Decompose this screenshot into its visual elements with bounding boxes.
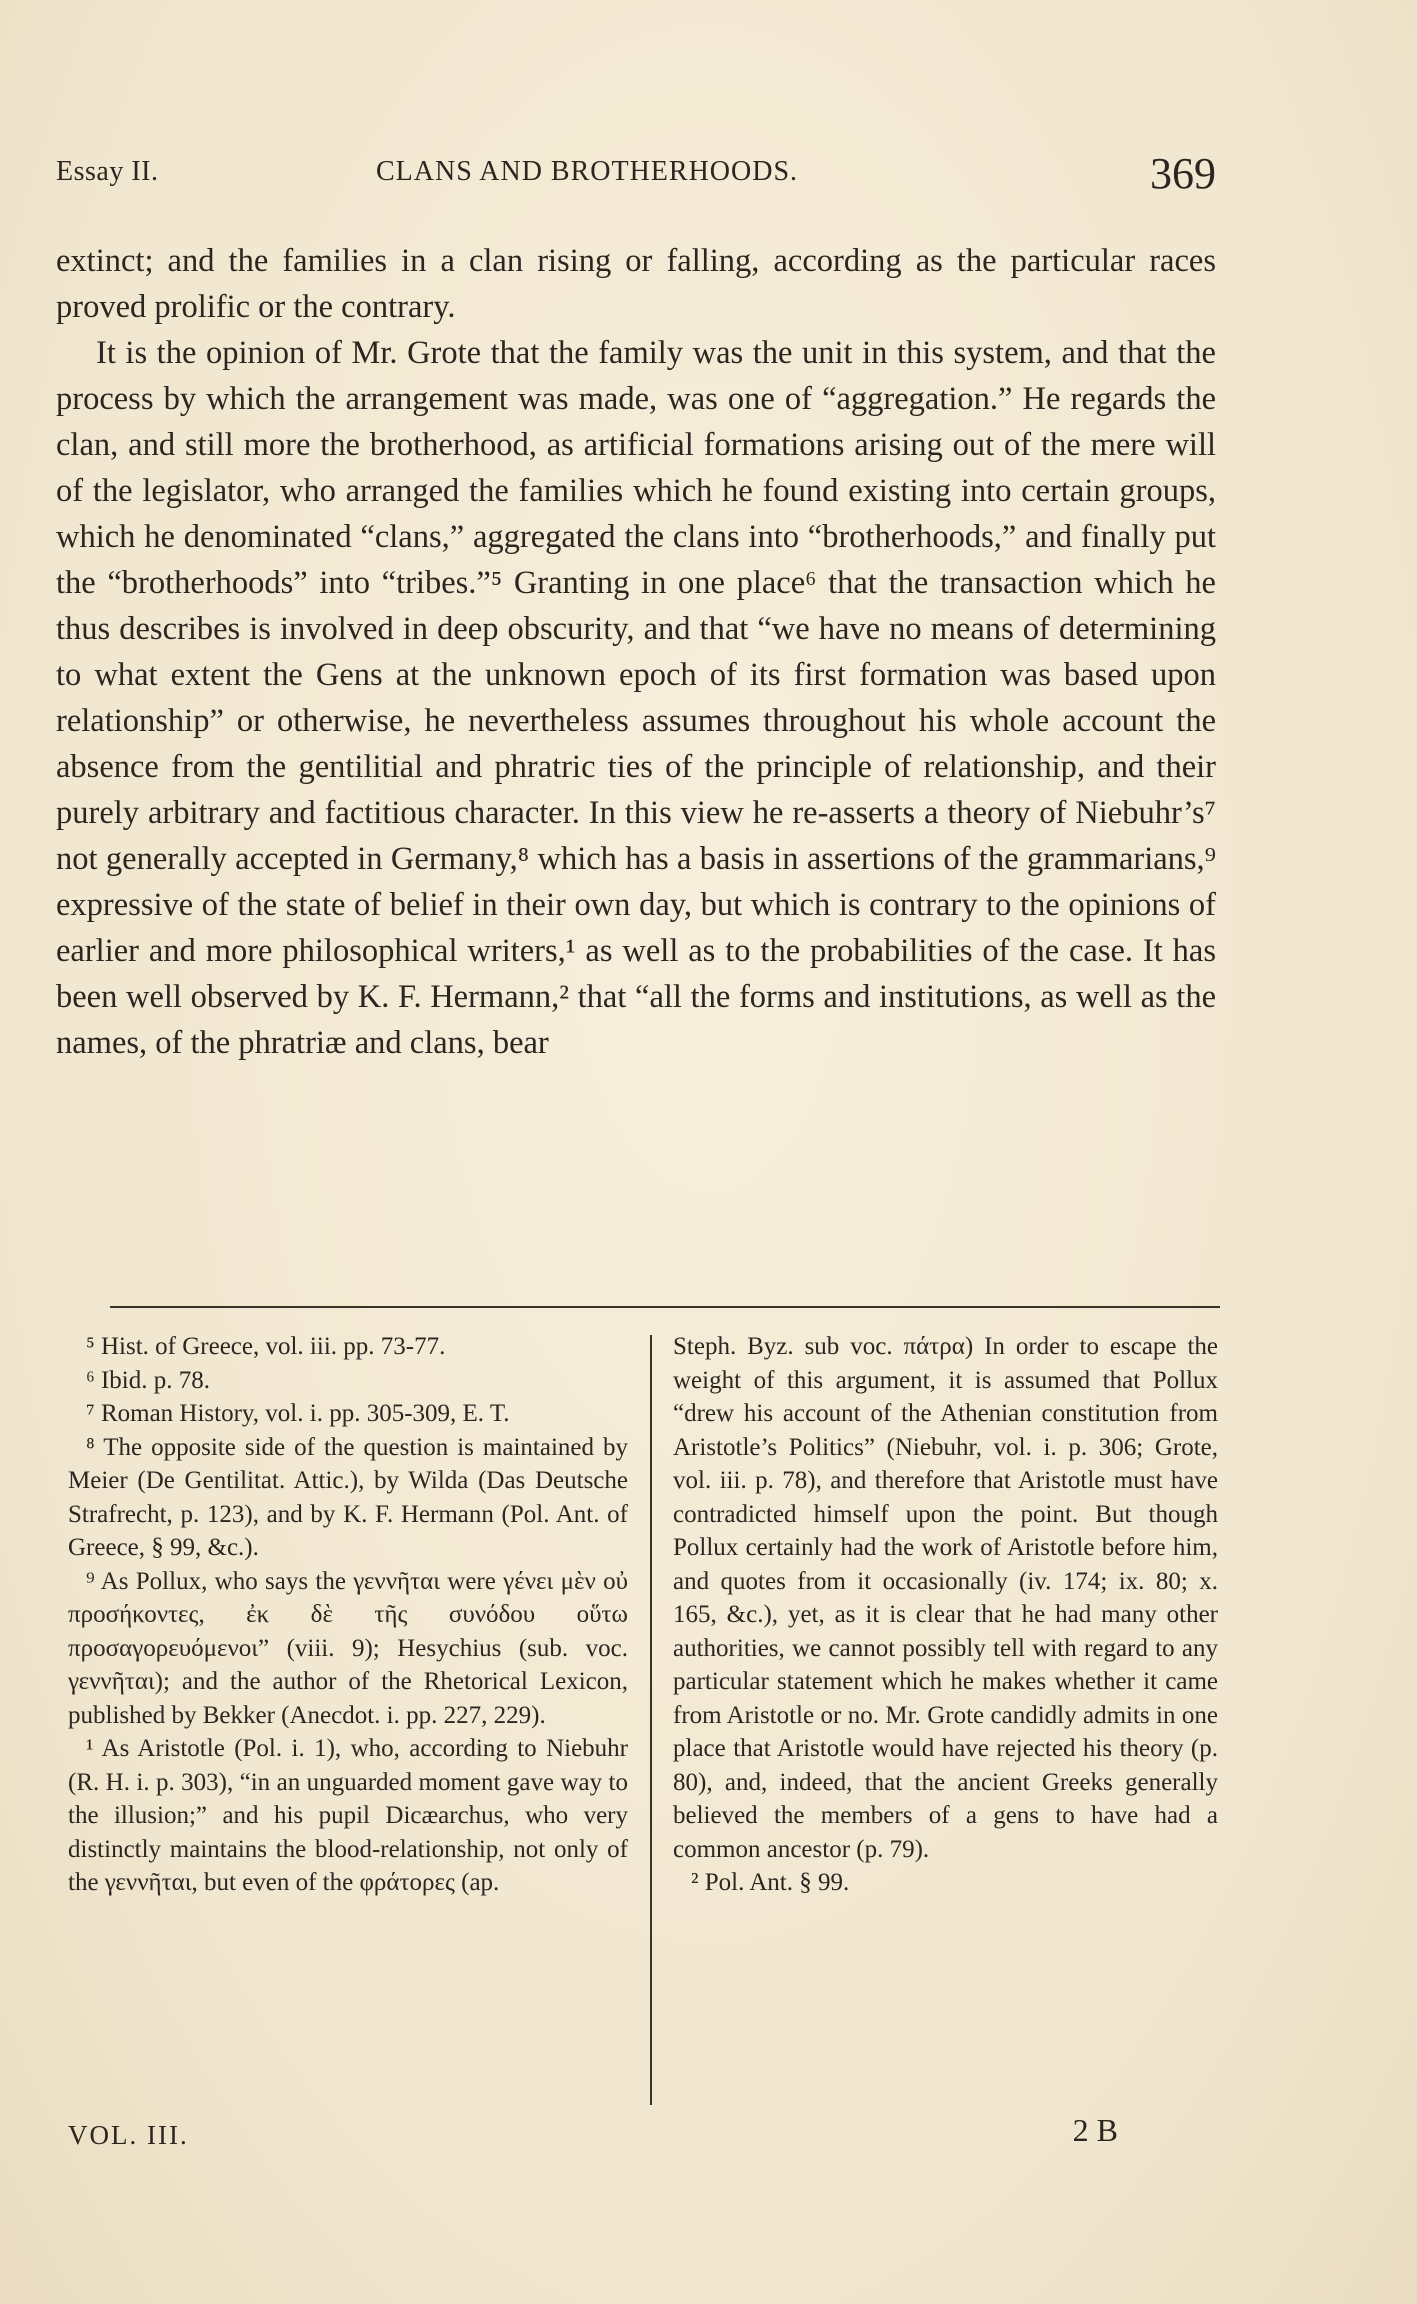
footnotes-right-column <box>673 1330 1218 1900</box>
paragraph-continued: extinct; and the families in a clan rising or falling, according as the particular races proved prolific or the contrary. <box>56 243 1216 325</box>
essay-label: Essay II. <box>56 156 159 187</box>
footnotes <box>68 1330 1218 2100</box>
signature-mark: 2 B <box>1072 2112 1118 2148</box>
page-footer <box>68 2112 1118 2160</box>
footnote-1: ¹ As Aristotle (Pol. i. 1), who, according to Niebuhr (R. H. i. p. 303), “in an unguarded moment gave way to the illusion;” and his pupil Dicæarchus, who very distinctly maintains the blood-relationship, not only of the γεννῆται, but even of the φράτορες (ap. <box>68 1735 628 1896</box>
footnote-rule <box>110 1306 1220 1308</box>
footnote-7: ⁷ Roman History, vol. i. pp. 305-309, E. T. <box>86 1400 510 1427</box>
footnote-6: ⁶ Ibid. p. 78. <box>86 1366 210 1394</box>
running-header <box>56 148 1216 208</box>
footnote-2: ² Pol. Ant. § 99. <box>691 1869 850 1896</box>
chapter-title: CLANS AND BROTHERHOODS. <box>376 156 799 187</box>
footnotes-left-column <box>68 1330 628 1900</box>
paragraph: It is the opinion of Mr. Grote that the family was the unit in this system, and that the process by which the arrangement was made, was one of “aggregation.” He regards the clan, and still more the brotherhood, as artificial formations arising out of the mere will of the legislator, who arranged the families which he found existing into certain groups, which he denominated “clans,” aggregated the clans into “brotherhoods,” and finally put the “brotherhoods” into “tribes.”⁵ Granting in one place⁶ that the transaction which he thus describes is involved in deep obscurity, and that “we have no means of determining to what extent the Gens at the unknown epoch of its first formation was based upon relationship” or otherwise, he nevertheless assumes throughout his whole account the absence from the gentilitial and phratric ties of the principle of relationship, and their purely arbitrary and factitious character. In this view he re-asserts a theory of Niebuhr’s⁷ not generally accepted in Germany,⁸ which has a basis in assertions of the grammarians,⁹ expressive of the state of belief in their own day, but which is contrary to the opinions of earlier and more philosophical writers,¹ as well as to the probabilities of the case. It has been well observed by K. F. Hermann,² that “all the forms and institutions, as well as the names, of the phratriæ and clans, bear <box>56 335 1216 1061</box>
footnote-9: ⁹ As Pollux, who says the γεννῆται were γένει μὲν οὐ προσήκοντες, ἐκ δὲ τῆς συνόδου οὕτω προσαγορευόμενοι” (viii. 9); Hesychius (sub. voc. γεννῆται); and the author of the Rhetorical Lexicon, published by Bekker (Anecdot. i. pp. 227, 229). <box>68 1567 628 1729</box>
page-number: 369 <box>1150 149 1216 198</box>
footnote-5: ⁵ Hist. of Greece, vol. iii. pp. 73-77. <box>86 1333 446 1360</box>
column-divider <box>650 1335 652 2105</box>
footnote-1-continued: Steph. Byz. sub voc. πάτρα) In order to escape the weight of this argument, it is assumed that Pollux “drew his account of the Athenian constitution from Aristotle’s Politics” (Niebuhr, vol. i. p. 306; Grote, vol. iii. p. 78), and therefore that Aristotle must have contradicted himself upon the point. But though Pollux certainly had the work of Aristotle before him, and quotes from it occasionally (iv. 174; ix. 80; x. 165, &c.), yet, as it is clear that he had many other authorities, we cannot possibly tell with regard to any particular statement which he makes whether it came from Aristotle or no. Mr. Grote candidly admits in one place that Aristotle would have rejected his theory (p. 80), and, indeed, that the ancient Greeks generally believed the members of a gens to have had a common ancestor (p. 79). <box>673 1333 1218 1863</box>
footnote-8: ⁸ The opposite side of the question is maintained by Meier (De Gentilitat. Attic.), by Wilda (Das Deutsche Strafrecht, p. 123), and by K. F. Hermann (Pol. Ant. of Greece, § 99, &c.). <box>68 1433 628 1561</box>
main-text <box>56 238 1216 1066</box>
volume-label: VOL. III. <box>68 2120 189 2150</box>
